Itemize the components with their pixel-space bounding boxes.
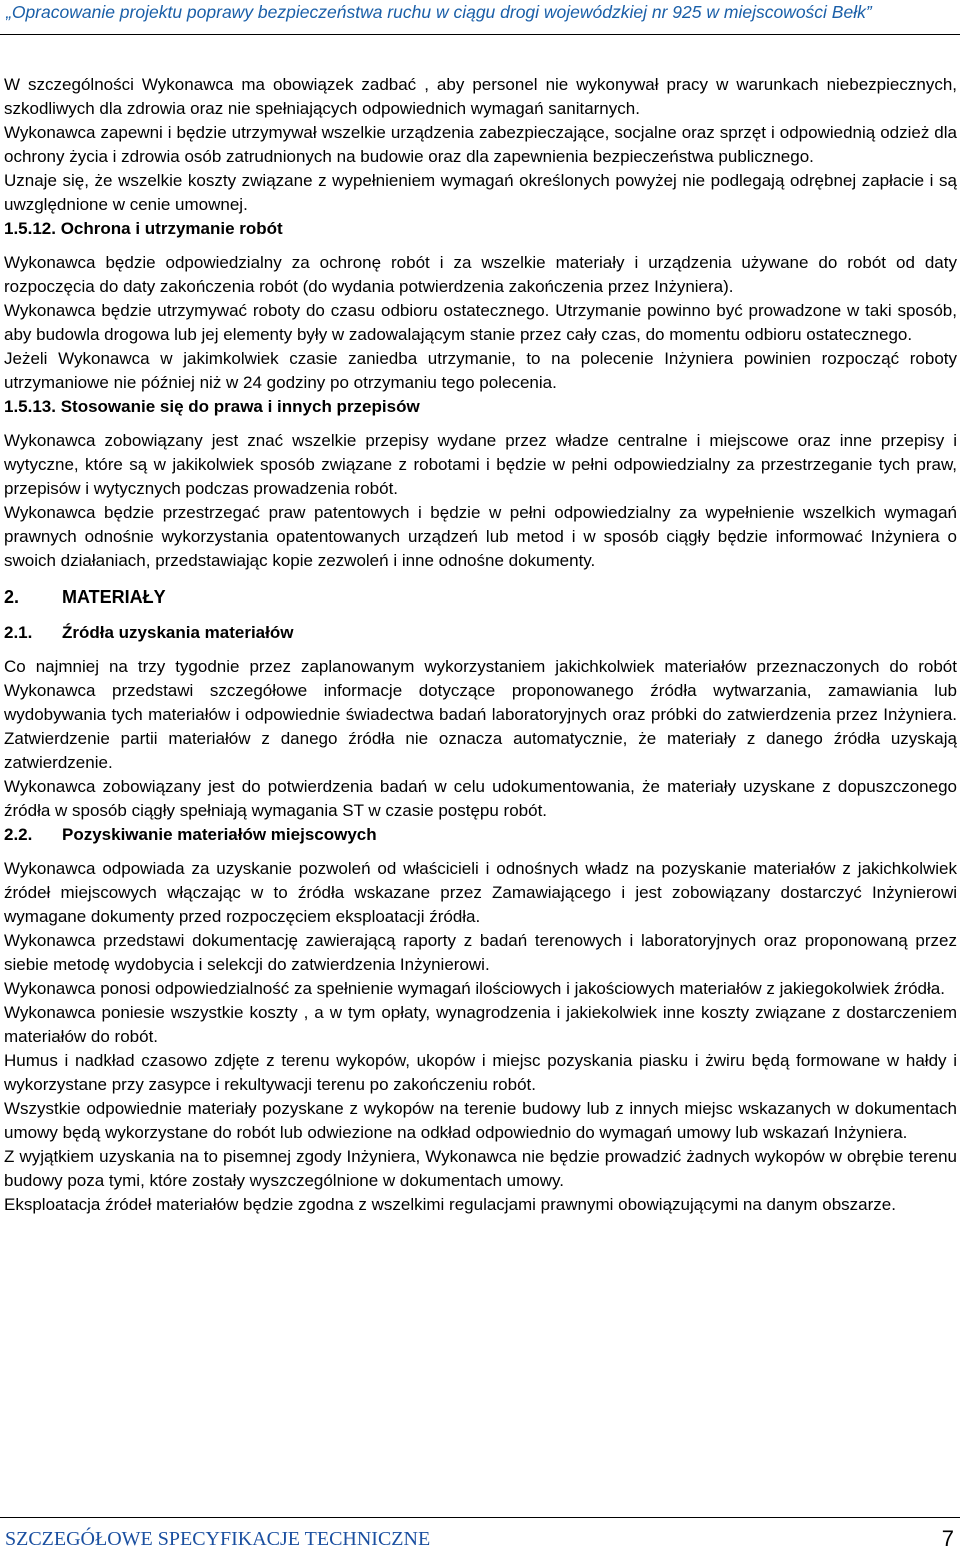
paragraph: Eksploatacja źródeł materiałów będzie zgodna z wszelkimi regulacjami prawnymi obowiązującymi na danym obszarze. xyxy=(4,1195,896,1214)
paragraph: Jeżeli Wykonawca w jakimkolwiek czasie zaniedba utrzymanie, to na polecenie Inżyniera powinien rozpocząć roboty utrzymaniowe nie później niż w 24 godziny po otrzymaniu tego polecenia. xyxy=(4,349,957,392)
section-heading-1-5-12: 1.5.12. Ochrona i utrzymanie robót xyxy=(4,219,283,238)
header-title: „Opracowanie projektu poprawy bezpieczeństwa ruchu w ciągu drogi wojewódzkiej nr 925 w miejscowości Bełk” xyxy=(6,2,872,22)
chapter-number: 2. xyxy=(4,587,20,607)
paragraph: Wykonawca przedstawi dokumentację zawierającą raporty z badań terenowych i laboratoryjnych oraz proponowaną przez siebie metodę wydobycia i selekcji do zatwierdzenia Inżynierowi. xyxy=(4,931,957,974)
paragraph: Humus i nadkład czasowo zdjęte z terenu wykopów, ukopów i miejsc pozyskania piasku i żwiru będą formowane w hałdy i wykorzystane przy zasypce i rekultywacji terenu po zakończeniu robót. xyxy=(4,1051,957,1094)
paragraph: Wykonawca ponosi odpowiedzialność za spełnienie wymagań ilościowych i jakościowych materiałów z jakiegokolwiek źródła. xyxy=(4,979,945,998)
page-number: 7 xyxy=(941,1526,954,1551)
section-title: Pozyskiwanie materiałów miejscowych xyxy=(62,825,377,844)
paragraph: Wykonawca będzie odpowiedzialny za ochronę robót i za wszelkie materiały i urządzenia używane do robót od daty rozpoczęcia do daty zakończenia robót (do wydania potwierdzenia zakończenia przez Inżyniera). xyxy=(4,253,957,296)
paragraph: Wykonawca będzie przestrzegać praw patentowych i będzie w pełni odpowiedzialny za wypełnienie wszelkich wymagań prawnych odnośnie wykorzystania opatentowanych urządzeń lub metod i w sposób ciągły będzie informować Inżyniera o swoich działaniach, przedstawiając kopie zezwoleń i inne odnośne dokumenty. xyxy=(4,503,957,570)
section-title: Źródła uzyskania materiałów xyxy=(62,623,294,642)
paragraph: Wykonawca poniesie wszystkie koszty , a w tym opłaty, wynagrodzenia i jakiekolwiek inne koszty związane z dostarczeniem materiałów do robót. xyxy=(4,1003,957,1046)
paragraph: Wykonawca zobowiązany jest znać wszelkie przepisy wydane przez władze centralne i miejscowe oraz inne przepisy i wytyczne, które są w jakikolwiek sposób związane z robotami i będzie w pełni odpowiedzialny za przestrzeganie tych praw, przepisów i wytycznych podczas prowadzenia robót. xyxy=(4,431,957,498)
paragraph: Z wyjątkiem uzyskania na to pisemnej zgody Inżyniera, Wykonawca nie będzie prowadzić żadnych wykopów w obrębie terenu budowy poza tymi, które zostały wyszczególnione w dokumentach umowy. xyxy=(4,1147,957,1190)
section-heading-1-5-13: 1.5.13. Stosowanie się do prawa i innych przepisów xyxy=(4,397,420,416)
footer-title: SZCZEGÓŁOWE SPECYFIKACJE TECHNICZNE xyxy=(5,1528,431,1550)
paragraph: Co najmniej na trzy tygodnie przez zaplanowanym wykorzystaniem jakichkolwiek materiałów przeznaczonych do robót Wykonawca przedstawi szczegółowe informacje dotyczące proponowanego źródła wytwarzania, zamawiania lub wydobywania tych materiałów i odpowiednie świadectwa badań laboratoryjnych oraz próbki do zatwierdzenia przez Inżyniera. Zatwierdzenie partii materiałów z danego źródła nie oznacza automatycznie, że materiały z danego źródła uzyskają zatwierdzenie. xyxy=(4,657,957,772)
section-heading-2-2 xyxy=(4,823,957,847)
page-header xyxy=(0,0,960,35)
footer-divider xyxy=(0,1517,960,1518)
section-number: 2.2. xyxy=(4,825,33,844)
paragraph: Wszystkie odpowiednie materiały pozyskane z wykopów na terenie budowy lub z innych miejsc wskazanych w dokumentach umowy będą wykorzystane do robót lub odwiezione na odkład odpowiednio do wymagań umowy lub wskazań Inżyniera. xyxy=(4,1099,957,1142)
paragraph: Wykonawca będzie utrzymywać roboty do czasu odbioru ostatecznego. Utrzymanie powinno być prowadzone w taki sposób, aby budowla drogowa lub jej elementy były w zadowalającym stanie przez cały czas, do momentu odbioru ostatecznego. xyxy=(4,301,957,344)
chapter-title: MATERIAŁY xyxy=(62,587,166,607)
paragraph: Wykonawca zobowiązany jest do potwierdzenia badań w celu udokumentowania, że materiały uzyskane z dopuszczonego źródła w sposób ciągły spełniają wymagania ST w czasie postępu robót. xyxy=(4,777,957,820)
paragraph: Wykonawca zapewni i będzie utrzymywał wszelkie urządzenia zabezpieczające, socjalne oraz sprzęt i odpowiednią odzież dla ochrony życia i zdrowia osób zatrudnionych na budowie oraz dla zapewnienia bezpieczeństwa publicznego. xyxy=(4,123,957,166)
paragraph: W szczególności Wykonawca ma obowiązek zadbać , aby personel nie wykonywał pracy w warunkach niebezpiecznych, szkodliwych dla zdrowia oraz nie spełniających odpowiednich wymagań sanitarnych. xyxy=(4,75,957,118)
chapter-heading-2 xyxy=(4,585,957,609)
paragraph: Uznaje się, że wszelkie koszty związane z wypełnieniem wymagań określonych powyżej nie podlegają odrębnej zapłacie i są uwzględnione w cenie umownej. xyxy=(4,171,957,214)
section-number: 2.1. xyxy=(4,623,33,642)
section-heading-2-1 xyxy=(4,621,957,645)
document-body xyxy=(4,73,957,1217)
paragraph: Wykonawca odpowiada za uzyskanie pozwoleń od właścicieli i odnośnych władz na pozyskanie materiałów z jakichkolwiek źródeł miejscowych włączając w to źródła wskazane przez Zamawiającego i jest zobowiązany dostarczyć Inżynierowi wymagane dokumenty przed rozpoczęciem eksploatacji źródła. xyxy=(4,859,957,926)
